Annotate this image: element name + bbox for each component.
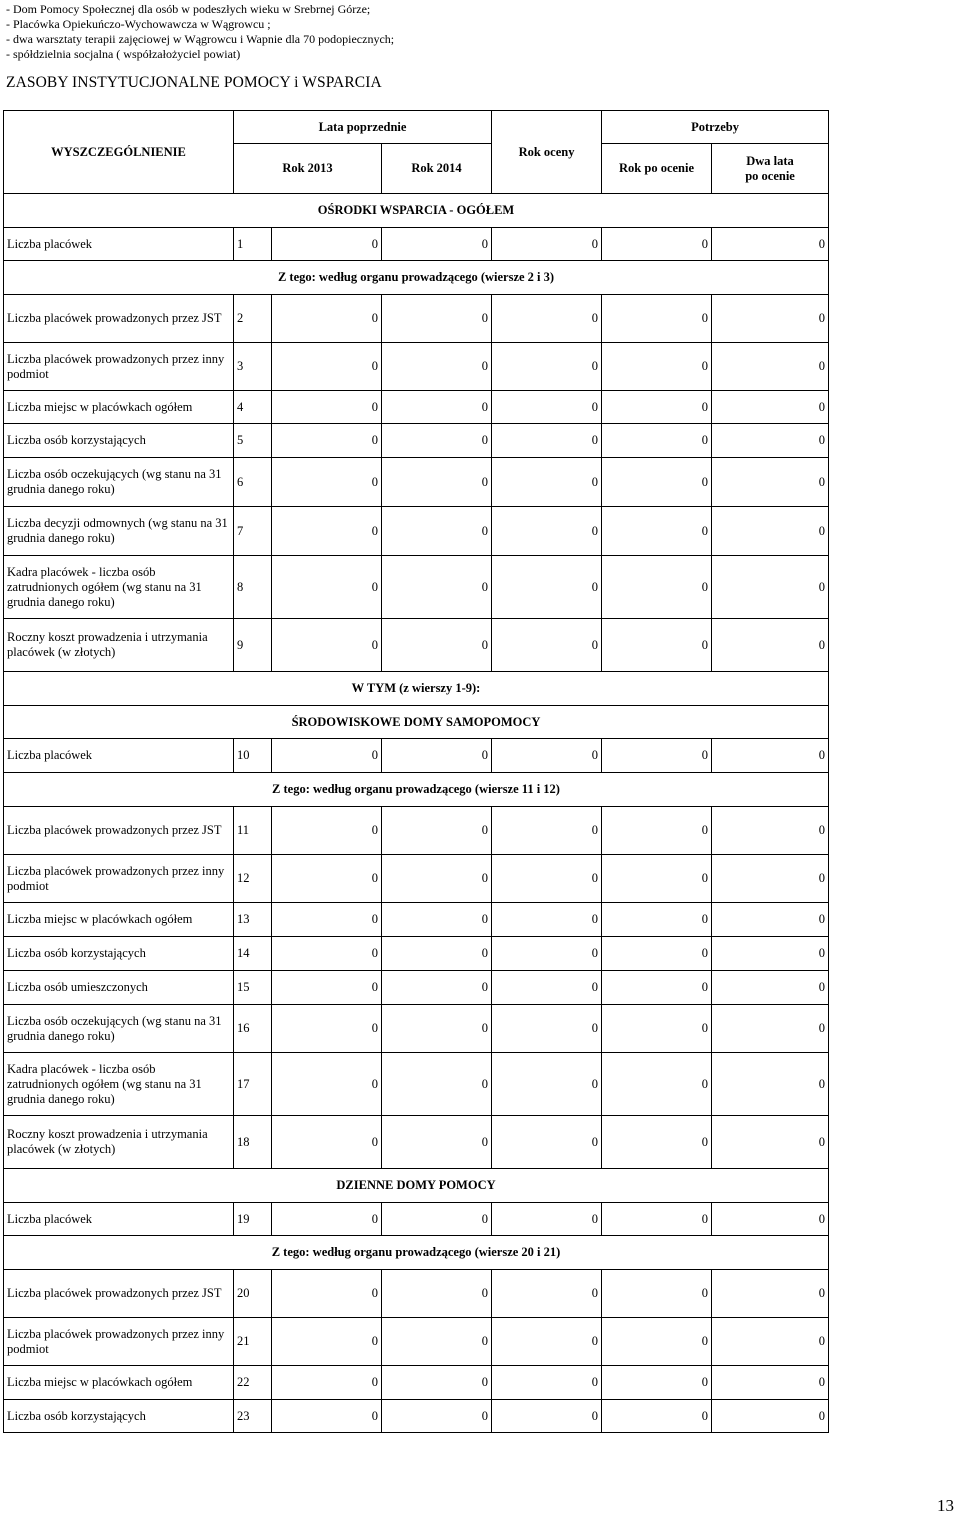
value-cell: 0 [272,855,382,903]
section-row [4,261,829,295]
row-number: 3 [234,343,272,391]
value-cell: 0 [602,971,712,1005]
table-row [4,1366,829,1400]
table-row [4,507,829,556]
row-number: 19 [234,1203,272,1236]
row-number: 8 [234,556,272,619]
value-cell: 0 [602,424,712,458]
row-label: Kadra placówek - liczba osób zatrudnionych ogółem (wg stanu na 31 grudnia danego roku) [4,1053,234,1116]
row-label: Liczba osób oczekujących (wg stanu na 31 grudnia danego roku) [4,1005,234,1053]
row-label: Liczba placówek [4,228,234,261]
value-cell: 0 [272,971,382,1005]
table-row [4,855,829,903]
value-cell: 0 [712,1270,829,1318]
value-cell: 0 [602,228,712,261]
value-cell: 0 [602,1318,712,1366]
section-row [4,672,829,706]
value-cell: 0 [492,619,602,672]
section-heading: OŚRODKI WSPARCIA - OGÓŁEM [4,194,829,228]
value-cell: 0 [382,228,492,261]
value-cell: 0 [712,507,829,556]
row-label: Liczba osób umieszczonych [4,971,234,1005]
row-number: 17 [234,1053,272,1116]
value-cell: 0 [382,295,492,343]
value-cell: 0 [712,391,829,424]
table-row [4,1116,829,1169]
value-cell: 0 [712,424,829,458]
row-number: 20 [234,1270,272,1318]
value-cell: 0 [272,739,382,773]
value-cell: 0 [712,228,829,261]
value-cell: 0 [272,807,382,855]
value-cell: 0 [382,855,492,903]
table-row [4,1203,829,1236]
row-label: Liczba placówek prowadzonych przez JST [4,1270,234,1318]
value-cell: 0 [492,1053,602,1116]
value-cell: 0 [382,343,492,391]
header-dwa-lata-line2: po ocenie [745,168,795,183]
value-cell: 0 [492,1203,602,1236]
row-number: 13 [234,903,272,937]
value-cell: 0 [382,507,492,556]
value-cell: 0 [712,855,829,903]
table-row [4,807,829,855]
table-row [4,1053,829,1116]
value-cell: 0 [272,1270,382,1318]
value-cell: 0 [712,556,829,619]
value-cell: 0 [712,903,829,937]
row-number: 21 [234,1318,272,1366]
header-dwa-lata-line1: Dwa lata [746,153,794,168]
value-cell: 0 [602,391,712,424]
row-number: 15 [234,971,272,1005]
row-number: 14 [234,937,272,971]
value-cell: 0 [492,391,602,424]
value-cell: 0 [492,228,602,261]
row-label: Liczba placówek prowadzonych przez inny podmiot [4,1318,234,1366]
row-number: 11 [234,807,272,855]
value-cell: 0 [712,1005,829,1053]
row-label: Liczba osób korzystających [4,424,234,458]
section-heading: Z tego: według organu prowadzącego (wiersze 20 i 21) [4,1236,829,1270]
value-cell: 0 [272,228,382,261]
value-cell: 0 [382,391,492,424]
value-cell: 0 [712,1318,829,1366]
value-cell: 0 [492,556,602,619]
value-cell: 0 [712,1366,829,1400]
table-row [4,1005,829,1053]
value-cell: 0 [272,424,382,458]
row-label: Roczny koszt prowadzenia i utrzymania placówek (w złotych) [4,619,234,672]
value-cell: 0 [712,1116,829,1169]
value-cell: 0 [602,739,712,773]
value-cell: 0 [492,1116,602,1169]
section-row [4,706,829,739]
value-cell: 0 [272,343,382,391]
value-cell: 0 [712,1053,829,1116]
value-cell: 0 [712,619,829,672]
intro-line: - spółdzielnia socjalna ( współzałożyciel powiat) [6,47,241,61]
value-cell: 0 [382,1053,492,1116]
row-number: 2 [234,295,272,343]
row-number: 16 [234,1005,272,1053]
row-number: 7 [234,507,272,556]
row-label: Liczba placówek prowadzonych przez inny podmiot [4,343,234,391]
intro-line: - Dom Pomocy Społecznej dla osób w podeszłych wieku w Srebrnej Górze; [6,2,371,16]
value-cell: 0 [272,556,382,619]
value-cell: 0 [382,937,492,971]
value-cell: 0 [272,1366,382,1400]
value-cell: 0 [492,937,602,971]
value-cell: 0 [602,855,712,903]
value-cell: 0 [382,424,492,458]
value-cell: 0 [712,343,829,391]
row-label: Liczba placówek prowadzonych przez JST [4,807,234,855]
row-number: 5 [234,424,272,458]
value-cell: 0 [382,1116,492,1169]
value-cell: 0 [712,937,829,971]
header-rok-oceny: Rok oceny [492,111,602,194]
section-row [4,1169,829,1203]
value-cell: 0 [382,971,492,1005]
value-cell: 0 [602,507,712,556]
value-cell: 0 [602,1270,712,1318]
table-row [4,619,829,672]
value-cell: 0 [382,1400,492,1433]
value-cell: 0 [712,1203,829,1236]
intro-line: - dwa warsztaty terapii zajęciowej w Wągrowcu i Wapnie dla 70 podopiecznych; [6,32,395,46]
value-cell: 0 [492,903,602,937]
value-cell: 0 [712,971,829,1005]
value-cell: 0 [712,1400,829,1433]
row-number: 1 [234,228,272,261]
table-row [4,424,829,458]
row-number: 22 [234,1366,272,1400]
value-cell: 0 [602,458,712,507]
section-heading: W TYM (z wierszy 1-9): [4,672,829,706]
header-rok-2014: Rok 2014 [382,144,492,194]
section-row [4,773,829,807]
value-cell: 0 [272,1318,382,1366]
table-row [4,971,829,1005]
value-cell: 0 [602,619,712,672]
row-label: Liczba osób korzystających [4,1400,234,1433]
table-row [4,937,829,971]
row-label: Liczba decyzji odmownych (wg stanu na 31 grudnia danego roku) [4,507,234,556]
value-cell: 0 [492,343,602,391]
row-label: Roczny koszt prowadzenia i utrzymania placówek (w złotych) [4,1116,234,1169]
value-cell: 0 [382,1318,492,1366]
value-cell: 0 [602,295,712,343]
value-cell: 0 [272,1053,382,1116]
value-cell: 0 [712,807,829,855]
value-cell: 0 [602,1366,712,1400]
value-cell: 0 [382,556,492,619]
row-label: Liczba placówek [4,739,234,773]
header-rok-2013: Rok 2013 [234,144,382,194]
table-row [4,1270,829,1318]
resources-table [3,110,829,1433]
value-cell: 0 [382,1270,492,1318]
value-cell: 0 [492,1005,602,1053]
value-cell: 0 [602,807,712,855]
value-cell: 0 [272,295,382,343]
page-number: 13 [937,1496,954,1515]
table-row [4,903,829,937]
value-cell: 0 [712,739,829,773]
value-cell: 0 [602,903,712,937]
header-dwa-lata [712,144,829,194]
value-cell: 0 [602,556,712,619]
value-cell: 0 [382,1203,492,1236]
row-label: Liczba miejsc w placówkach ogółem [4,391,234,424]
value-cell: 0 [382,619,492,672]
value-cell: 0 [272,1116,382,1169]
value-cell: 0 [382,807,492,855]
value-cell: 0 [272,1400,382,1433]
section-heading: Z tego: według organu prowadzącego (wiersze 11 i 12) [4,773,829,807]
value-cell: 0 [602,1053,712,1116]
header-lata-poprzednie: Lata poprzednie [234,111,492,144]
value-cell: 0 [382,903,492,937]
row-number: 23 [234,1400,272,1433]
section-heading: ŚRODOWISKOWE DOMY SAMOPOMOCY [4,706,829,739]
table-row [4,391,829,424]
row-label: Liczba placówek prowadzonych przez JST [4,295,234,343]
row-number: 18 [234,1116,272,1169]
intro-line: - Placówka Opiekuńczo-Wychowawcza w Wągrowcu ; [6,17,271,31]
value-cell: 0 [492,807,602,855]
table-row [4,343,829,391]
value-cell: 0 [492,458,602,507]
value-cell: 0 [602,1203,712,1236]
row-label: Liczba miejsc w placówkach ogółem [4,1366,234,1400]
table-row [4,228,829,261]
value-cell: 0 [272,507,382,556]
section-heading: DZIENNE DOMY POMOCY [4,1169,829,1203]
value-cell: 0 [602,937,712,971]
value-cell: 0 [272,458,382,507]
value-cell: 0 [382,739,492,773]
row-label: Kadra placówek - liczba osób zatrudnionych ogółem (wg stanu na 31 grudnia danego roku) [4,556,234,619]
value-cell: 0 [382,1366,492,1400]
value-cell: 0 [492,1270,602,1318]
section-title: ZASOBY INSTYTUCJONALNE POMOCY i WSPARCIA [6,74,382,91]
row-number: 9 [234,619,272,672]
value-cell: 0 [272,391,382,424]
table-row [4,295,829,343]
table-row [4,458,829,507]
section-row [4,194,829,228]
value-cell: 0 [492,739,602,773]
header-spec: WYSZCZEGÓLNIENIE [4,111,234,194]
value-cell: 0 [272,903,382,937]
section-heading: Z tego: według organu prowadzącego (wiersze 2 i 3) [4,261,829,295]
intro-list [6,2,394,62]
row-label: Liczba osób korzystających [4,937,234,971]
value-cell: 0 [382,1005,492,1053]
value-cell: 0 [712,295,829,343]
value-cell: 0 [602,1400,712,1433]
value-cell: 0 [602,1005,712,1053]
value-cell: 0 [492,855,602,903]
row-label: Liczba placówek [4,1203,234,1236]
value-cell: 0 [602,1116,712,1169]
value-cell: 0 [272,1203,382,1236]
row-label: Liczba miejsc w placówkach ogółem [4,903,234,937]
value-cell: 0 [602,343,712,391]
table-row [4,1400,829,1433]
value-cell: 0 [492,1318,602,1366]
value-cell: 0 [492,1400,602,1433]
value-cell: 0 [272,1005,382,1053]
row-label: Liczba placówek prowadzonych przez inny podmiot [4,855,234,903]
row-number: 10 [234,739,272,773]
value-cell: 0 [492,971,602,1005]
row-number: 6 [234,458,272,507]
value-cell: 0 [492,507,602,556]
value-cell: 0 [492,1366,602,1400]
value-cell: 0 [492,295,602,343]
table-row [4,1318,829,1366]
row-number: 12 [234,855,272,903]
table-row [4,556,829,619]
section-row [4,1236,829,1270]
value-cell: 0 [712,458,829,507]
value-cell: 0 [272,619,382,672]
row-label: Liczba osób oczekujących (wg stanu na 31 grudnia danego roku) [4,458,234,507]
value-cell: 0 [492,424,602,458]
value-cell: 0 [272,937,382,971]
header-rok-po-ocenie: Rok po ocenie [602,144,712,194]
value-cell: 0 [382,458,492,507]
table-row [4,739,829,773]
header-potrzeby: Potrzeby [602,111,829,144]
row-number: 4 [234,391,272,424]
